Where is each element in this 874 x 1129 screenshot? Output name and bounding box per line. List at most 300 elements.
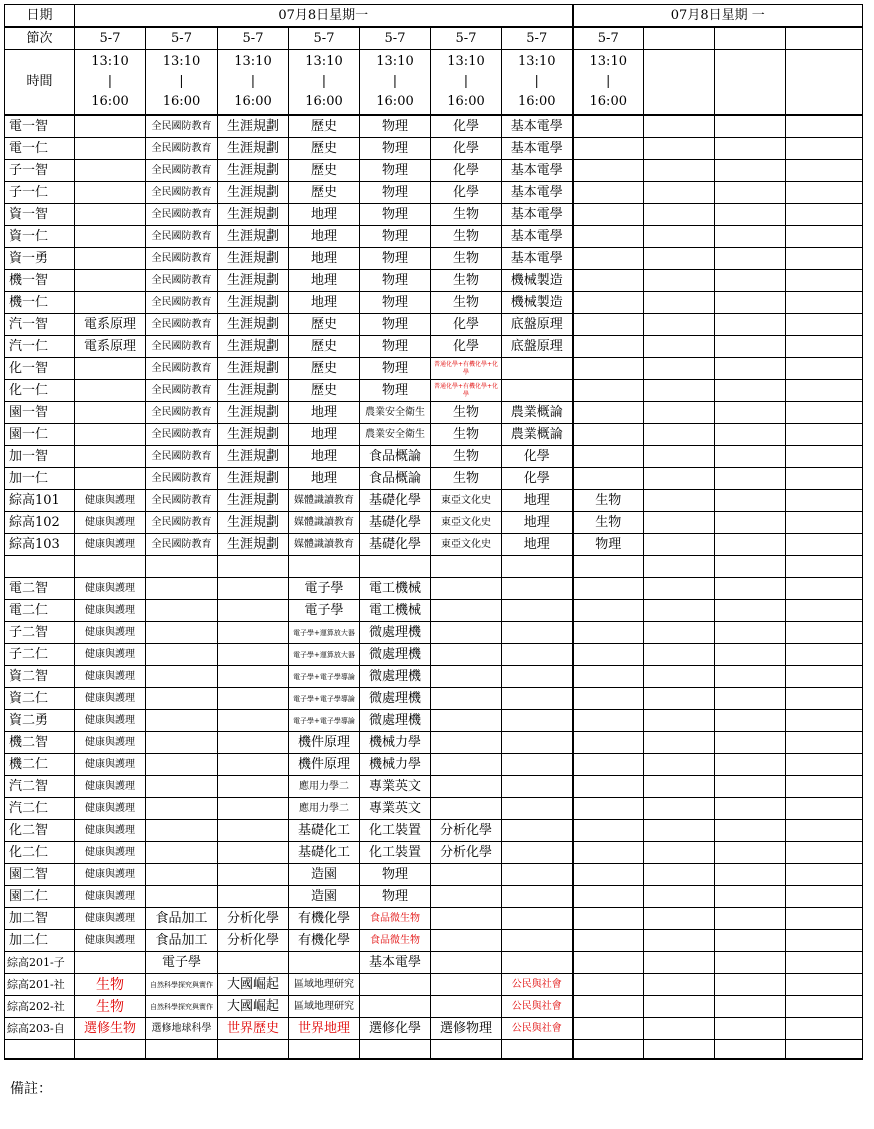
course-cell bbox=[786, 864, 863, 886]
course-cell bbox=[146, 732, 218, 754]
course-cell: 東亞文化史 bbox=[431, 512, 502, 534]
course-cell: 大國崛起 bbox=[218, 996, 289, 1018]
course-cell: 全民國防教育 bbox=[146, 270, 218, 292]
course-cell bbox=[573, 270, 644, 292]
course-cell: 基本電學 bbox=[502, 182, 573, 204]
course-cell bbox=[573, 468, 644, 490]
course-cell bbox=[75, 446, 146, 468]
course-cell: 農業安全衛生 bbox=[360, 402, 431, 424]
class-name: 加一仁 bbox=[5, 468, 75, 490]
course-cell bbox=[786, 820, 863, 842]
time-start: 13:10 bbox=[518, 54, 556, 69]
course-cell bbox=[146, 688, 218, 710]
course-cell bbox=[644, 776, 715, 798]
course-cell bbox=[218, 666, 289, 688]
course-cell bbox=[786, 996, 863, 1018]
course-cell: 物理 bbox=[360, 138, 431, 160]
course-cell bbox=[502, 776, 573, 798]
course-cell: 食品概論 bbox=[360, 446, 431, 468]
empty-cell bbox=[573, 556, 644, 578]
course-cell bbox=[218, 688, 289, 710]
class-name: 汽二智 bbox=[5, 776, 75, 798]
course-cell: 化工裝置 bbox=[360, 842, 431, 864]
course-cell: 選修化學 bbox=[360, 1018, 431, 1040]
class-name: 資二仁 bbox=[5, 688, 75, 710]
course-cell bbox=[218, 952, 289, 974]
course-cell: 健康與護理 bbox=[75, 930, 146, 952]
course-cell: 基本電學 bbox=[502, 115, 573, 138]
empty-cell bbox=[75, 556, 146, 578]
course-cell bbox=[786, 248, 863, 270]
course-cell bbox=[146, 820, 218, 842]
course-cell bbox=[573, 688, 644, 710]
course-cell: 生涯規劃 bbox=[218, 358, 289, 380]
course-cell bbox=[146, 754, 218, 776]
course-cell: 物理 bbox=[360, 248, 431, 270]
course-cell bbox=[573, 358, 644, 380]
course-cell: 化學 bbox=[431, 138, 502, 160]
course-cell: 物理 bbox=[360, 864, 431, 886]
course-cell: 食品微生物 bbox=[360, 908, 431, 930]
course-cell: 地理 bbox=[289, 446, 360, 468]
class-row bbox=[5, 115, 863, 138]
course-cell: 生物 bbox=[431, 468, 502, 490]
course-cell bbox=[431, 886, 502, 908]
date-label: 日期 bbox=[5, 5, 75, 28]
course-cell: 生涯規劃 bbox=[218, 380, 289, 402]
course-cell bbox=[786, 446, 863, 468]
class-name: 綜高103 bbox=[5, 534, 75, 556]
course-cell bbox=[573, 622, 644, 644]
course-cell bbox=[431, 754, 502, 776]
course-cell bbox=[786, 974, 863, 996]
course-cell bbox=[573, 160, 644, 182]
course-cell bbox=[644, 160, 715, 182]
course-cell: 全民國防教育 bbox=[146, 226, 218, 248]
course-cell: 生涯規劃 bbox=[218, 182, 289, 204]
course-cell: 生涯規劃 bbox=[218, 226, 289, 248]
course-cell: 食品加工 bbox=[146, 930, 218, 952]
class-row bbox=[5, 754, 863, 776]
class-name: 資二勇 bbox=[5, 710, 75, 732]
course-cell bbox=[715, 710, 786, 732]
course-cell: 生涯規劃 bbox=[218, 534, 289, 556]
course-cell bbox=[786, 512, 863, 534]
empty-cell bbox=[715, 556, 786, 578]
course-cell: 電系原理 bbox=[75, 336, 146, 358]
course-cell: 底盤原理 bbox=[502, 336, 573, 358]
time-cell-empty bbox=[644, 50, 715, 116]
course-cell: 媒體識讀教育 bbox=[289, 490, 360, 512]
course-cell bbox=[644, 688, 715, 710]
course-cell: 基本電學 bbox=[502, 138, 573, 160]
course-cell: 健康與護理 bbox=[75, 820, 146, 842]
time-cell bbox=[289, 50, 360, 116]
course-cell: 生物 bbox=[431, 402, 502, 424]
time-sep: | bbox=[107, 74, 113, 89]
time-row bbox=[5, 50, 863, 116]
time-sep: | bbox=[179, 74, 184, 89]
course-cell bbox=[218, 644, 289, 666]
course-cell bbox=[644, 358, 715, 380]
time-sep: | bbox=[392, 74, 398, 89]
course-cell: 歷史 bbox=[289, 336, 360, 358]
course-cell bbox=[715, 314, 786, 336]
course-cell bbox=[644, 710, 715, 732]
course-cell bbox=[644, 754, 715, 776]
course-cell: 地理 bbox=[289, 292, 360, 314]
course-cell bbox=[502, 622, 573, 644]
course-cell bbox=[573, 710, 644, 732]
class-row bbox=[5, 820, 863, 842]
class-name: 電一智 bbox=[5, 115, 75, 138]
class-name: 綜高201-子 bbox=[5, 952, 75, 974]
class-name: 綜高102 bbox=[5, 512, 75, 534]
course-cell bbox=[218, 776, 289, 798]
course-cell: 電子學+電子學導論 bbox=[289, 688, 360, 710]
course-cell bbox=[644, 1018, 715, 1040]
course-cell bbox=[786, 710, 863, 732]
class-name: 加一智 bbox=[5, 446, 75, 468]
class-row bbox=[5, 534, 863, 556]
course-cell bbox=[573, 248, 644, 270]
period-label: 節次 bbox=[5, 27, 75, 50]
course-cell: 物理 bbox=[360, 226, 431, 248]
course-cell: 機件原理 bbox=[289, 754, 360, 776]
course-cell: 生涯規劃 bbox=[218, 292, 289, 314]
course-cell: 媒體識讀教育 bbox=[289, 512, 360, 534]
course-cell bbox=[573, 182, 644, 204]
course-cell: 機械力學 bbox=[360, 754, 431, 776]
time-sep: | bbox=[321, 74, 327, 89]
course-cell bbox=[573, 908, 644, 930]
course-cell: 健康與護理 bbox=[75, 842, 146, 864]
course-cell: 應用力學二 bbox=[289, 776, 360, 798]
course-cell: 化學 bbox=[431, 182, 502, 204]
course-cell: 農業安全衛生 bbox=[360, 424, 431, 446]
course-cell bbox=[75, 160, 146, 182]
course-cell: 物理 bbox=[360, 336, 431, 358]
course-cell bbox=[431, 930, 502, 952]
course-cell bbox=[502, 930, 573, 952]
course-cell bbox=[146, 842, 218, 864]
course-cell: 化學 bbox=[431, 336, 502, 358]
empty-cell bbox=[431, 1040, 502, 1060]
course-cell bbox=[644, 908, 715, 930]
course-cell: 東亞文化史 bbox=[431, 490, 502, 512]
course-cell: 健康與護理 bbox=[75, 864, 146, 886]
course-cell bbox=[146, 644, 218, 666]
course-cell bbox=[573, 446, 644, 468]
course-cell bbox=[786, 138, 863, 160]
course-cell: 微處理機 bbox=[360, 688, 431, 710]
course-cell bbox=[573, 952, 644, 974]
course-cell: 歷史 bbox=[289, 182, 360, 204]
time-cell bbox=[573, 50, 644, 116]
course-cell bbox=[431, 710, 502, 732]
course-cell bbox=[715, 292, 786, 314]
course-cell bbox=[573, 402, 644, 424]
class-row bbox=[5, 380, 863, 402]
course-cell bbox=[75, 468, 146, 490]
class-row bbox=[5, 446, 863, 468]
course-cell bbox=[644, 644, 715, 666]
course-cell: 地理 bbox=[289, 270, 360, 292]
class-name: 化二仁 bbox=[5, 842, 75, 864]
time-end: 16:00 bbox=[234, 94, 272, 109]
course-cell bbox=[786, 314, 863, 336]
course-cell bbox=[75, 115, 146, 138]
course-cell: 農業概論 bbox=[502, 402, 573, 424]
course-cell: 基礎化工 bbox=[289, 842, 360, 864]
time-end: 16:00 bbox=[162, 94, 201, 109]
course-cell: 基本電學 bbox=[360, 952, 431, 974]
period-cell: 5-7 bbox=[360, 27, 431, 50]
class-name: 園一仁 bbox=[5, 424, 75, 446]
empty-cell bbox=[573, 1040, 644, 1060]
course-cell bbox=[644, 732, 715, 754]
course-cell bbox=[786, 930, 863, 952]
course-cell bbox=[715, 1018, 786, 1040]
course-cell bbox=[431, 798, 502, 820]
empty-cell bbox=[146, 1040, 218, 1060]
course-cell bbox=[573, 424, 644, 446]
class-name: 園一智 bbox=[5, 402, 75, 424]
time-start: 13:10 bbox=[234, 54, 272, 69]
course-cell: 物理 bbox=[360, 270, 431, 292]
course-cell bbox=[75, 270, 146, 292]
course-cell bbox=[431, 776, 502, 798]
course-cell: 健康與護理 bbox=[75, 886, 146, 908]
course-cell bbox=[644, 952, 715, 974]
course-cell bbox=[715, 688, 786, 710]
course-cell bbox=[786, 842, 863, 864]
class-name: 綜高203-自 bbox=[5, 1018, 75, 1040]
course-cell bbox=[218, 842, 289, 864]
class-name: 機一仁 bbox=[5, 292, 75, 314]
time-cell bbox=[75, 50, 146, 116]
course-cell bbox=[786, 115, 863, 138]
course-cell bbox=[218, 710, 289, 732]
course-cell bbox=[715, 622, 786, 644]
course-cell bbox=[715, 358, 786, 380]
course-cell: 健康與護理 bbox=[75, 666, 146, 688]
course-cell: 物理 bbox=[360, 204, 431, 226]
course-cell: 健康與護理 bbox=[75, 798, 146, 820]
course-cell bbox=[146, 666, 218, 688]
course-cell bbox=[786, 622, 863, 644]
course-cell: 化學 bbox=[431, 115, 502, 138]
course-cell bbox=[644, 336, 715, 358]
period-row bbox=[5, 27, 863, 50]
course-cell bbox=[218, 754, 289, 776]
course-cell bbox=[75, 138, 146, 160]
course-cell bbox=[786, 908, 863, 930]
course-cell: 基本電學 bbox=[502, 248, 573, 270]
time-cell-empty bbox=[715, 50, 786, 116]
time-sep: | bbox=[463, 74, 469, 89]
period-cell: 5-7 bbox=[75, 27, 146, 50]
course-cell: 健康與護理 bbox=[75, 908, 146, 930]
course-cell bbox=[644, 930, 715, 952]
course-cell bbox=[146, 622, 218, 644]
course-cell bbox=[786, 534, 863, 556]
course-cell bbox=[502, 358, 573, 380]
empty-cell bbox=[5, 556, 75, 578]
period-cell-empty bbox=[715, 27, 786, 50]
course-cell bbox=[715, 446, 786, 468]
course-cell: 地理 bbox=[289, 226, 360, 248]
course-cell bbox=[502, 732, 573, 754]
class-name: 汽一智 bbox=[5, 314, 75, 336]
course-cell bbox=[786, 380, 863, 402]
time-label: 時間 bbox=[5, 50, 75, 116]
course-cell: 生涯規劃 bbox=[218, 468, 289, 490]
course-cell bbox=[573, 600, 644, 622]
course-cell: 健康與護理 bbox=[75, 490, 146, 512]
class-row bbox=[5, 402, 863, 424]
course-cell: 健康與護理 bbox=[75, 578, 146, 600]
course-cell: 全民國防教育 bbox=[146, 314, 218, 336]
period-cell: 5-7 bbox=[146, 27, 218, 50]
course-cell bbox=[502, 886, 573, 908]
course-cell bbox=[146, 578, 218, 600]
course-cell bbox=[573, 578, 644, 600]
course-cell bbox=[502, 710, 573, 732]
class-name: 汽一仁 bbox=[5, 336, 75, 358]
time-start: 13:10 bbox=[162, 54, 201, 69]
time-start: 13:10 bbox=[376, 54, 414, 69]
course-cell bbox=[786, 666, 863, 688]
course-cell bbox=[786, 160, 863, 182]
course-cell bbox=[573, 226, 644, 248]
course-cell bbox=[502, 908, 573, 930]
class-row bbox=[5, 314, 863, 336]
course-cell: 全民國防教育 bbox=[146, 512, 218, 534]
course-cell: 地理 bbox=[502, 512, 573, 534]
course-cell: 電子學 bbox=[146, 952, 218, 974]
empty-cell bbox=[75, 1040, 146, 1060]
course-cell: 物理 bbox=[360, 358, 431, 380]
course-cell bbox=[502, 864, 573, 886]
course-cell bbox=[644, 226, 715, 248]
course-cell: 選修地球科學 bbox=[146, 1018, 218, 1040]
course-cell: 生物 bbox=[431, 270, 502, 292]
course-cell bbox=[786, 270, 863, 292]
empty-cell bbox=[218, 556, 289, 578]
course-cell bbox=[573, 842, 644, 864]
class-row bbox=[5, 182, 863, 204]
course-cell bbox=[75, 424, 146, 446]
course-cell: 電子學 bbox=[289, 600, 360, 622]
class-row bbox=[5, 644, 863, 666]
time-cell bbox=[360, 50, 431, 116]
course-cell: 公民與社會 bbox=[502, 1018, 573, 1040]
course-cell bbox=[644, 798, 715, 820]
class-name: 園二仁 bbox=[5, 886, 75, 908]
course-cell bbox=[75, 952, 146, 974]
course-cell bbox=[573, 930, 644, 952]
course-cell: 全民國防教育 bbox=[146, 182, 218, 204]
course-cell: 物理 bbox=[573, 534, 644, 556]
course-cell bbox=[644, 138, 715, 160]
course-cell bbox=[715, 974, 786, 996]
schedule-table bbox=[4, 4, 863, 1060]
class-name: 電二智 bbox=[5, 578, 75, 600]
course-cell bbox=[786, 798, 863, 820]
empty-cell bbox=[289, 556, 360, 578]
class-name: 子二仁 bbox=[5, 644, 75, 666]
time-cell-empty bbox=[786, 50, 863, 116]
course-cell bbox=[573, 754, 644, 776]
class-name: 綜高201-社 bbox=[5, 974, 75, 996]
class-name: 化一智 bbox=[5, 358, 75, 380]
course-cell: 世界地理 bbox=[289, 1018, 360, 1040]
course-cell bbox=[644, 666, 715, 688]
empty-cell bbox=[502, 1040, 573, 1060]
time-end: 16:00 bbox=[91, 94, 129, 109]
course-cell: 地理 bbox=[289, 248, 360, 270]
course-cell bbox=[715, 886, 786, 908]
course-cell bbox=[146, 710, 218, 732]
course-cell bbox=[502, 952, 573, 974]
course-cell: 化工裝置 bbox=[360, 820, 431, 842]
course-cell bbox=[715, 952, 786, 974]
course-cell bbox=[715, 138, 786, 160]
course-cell: 生物 bbox=[75, 996, 146, 1018]
course-cell bbox=[431, 578, 502, 600]
course-cell: 生涯規劃 bbox=[218, 204, 289, 226]
course-cell bbox=[502, 600, 573, 622]
class-row bbox=[5, 336, 863, 358]
course-cell: 全民國防教育 bbox=[146, 160, 218, 182]
course-cell bbox=[431, 600, 502, 622]
course-cell bbox=[715, 578, 786, 600]
class-name: 子一仁 bbox=[5, 182, 75, 204]
course-cell bbox=[502, 578, 573, 600]
class-row bbox=[5, 952, 863, 974]
course-cell: 機械力學 bbox=[360, 732, 431, 754]
course-cell bbox=[573, 886, 644, 908]
time-sep: | bbox=[534, 74, 539, 89]
course-cell: 健康與護理 bbox=[75, 710, 146, 732]
course-cell: 健康與護理 bbox=[75, 600, 146, 622]
course-cell: 微處理機 bbox=[360, 622, 431, 644]
course-cell bbox=[431, 688, 502, 710]
course-cell: 生物 bbox=[573, 512, 644, 534]
course-cell bbox=[786, 490, 863, 512]
empty-cell bbox=[786, 1040, 863, 1060]
course-cell: 生涯規劃 bbox=[218, 490, 289, 512]
course-cell: 生物 bbox=[431, 446, 502, 468]
course-cell: 物理 bbox=[360, 115, 431, 138]
course-cell: 食品加工 bbox=[146, 908, 218, 930]
course-cell bbox=[573, 996, 644, 1018]
time-sep: | bbox=[606, 74, 611, 89]
class-row bbox=[5, 864, 863, 886]
course-cell: 生物 bbox=[431, 424, 502, 446]
course-cell: 電系原理 bbox=[75, 314, 146, 336]
course-cell bbox=[502, 842, 573, 864]
time-end: 16:00 bbox=[518, 94, 556, 109]
course-cell: 健康與護理 bbox=[75, 644, 146, 666]
class-row bbox=[5, 842, 863, 864]
course-cell bbox=[360, 974, 431, 996]
course-cell bbox=[75, 380, 146, 402]
time-start: 13:10 bbox=[589, 54, 627, 69]
course-cell: 基本電學 bbox=[502, 204, 573, 226]
course-cell: 全民國防教育 bbox=[146, 115, 218, 138]
